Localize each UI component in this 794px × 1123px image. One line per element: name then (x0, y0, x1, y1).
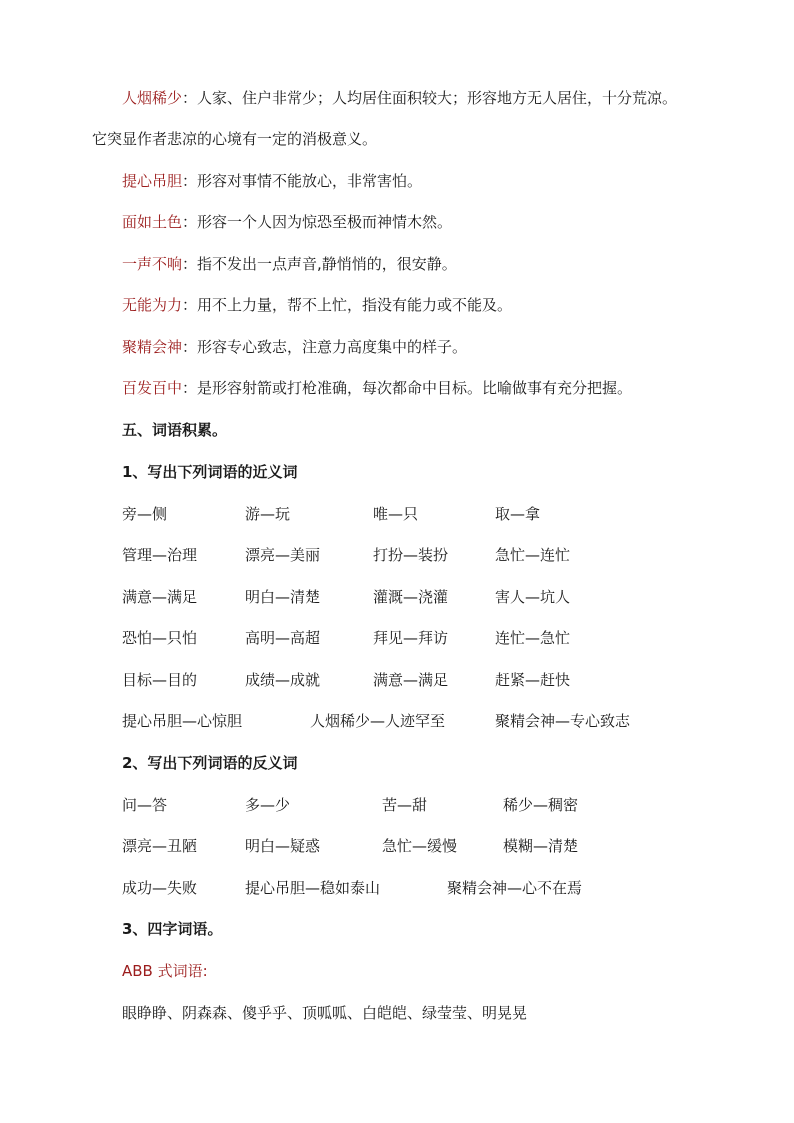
synonym-pair: 唯—只 (373, 505, 419, 523)
antonym-pair: 问—答 (122, 796, 168, 814)
synonym-pair: 取—拿 (495, 505, 541, 523)
antonym-pair: 急忙—缓慢 (382, 837, 458, 855)
antonym-pair: 稀少—稠密 (503, 796, 579, 814)
antonym-pair: 明白—疑惑 (245, 837, 321, 855)
abb-label: ABB 式词语: (122, 962, 208, 980)
antonym-pair: 多—少 (245, 796, 291, 814)
antonym-pair: 漂亮—丑陋 (122, 837, 198, 855)
definition-term: 无能为力 (122, 296, 183, 314)
definition-text: ：用不上力量，帮不上忙，指没有能力或不能及。 (182, 296, 513, 314)
definition-row (122, 253, 457, 275)
definition-text: ：人家、住户非常少；人均居住面积较大；形容地方无人居住，十分荒凉。 (182, 89, 678, 107)
definition-text: ：是形容射箭或打枪准确，每次都命中目标。比喻做事有充分把握。 (182, 379, 633, 397)
synonym-pair: 连忙—急忙 (495, 629, 571, 647)
definition-term: 聚精会神 (122, 338, 183, 356)
synonym-pair: 拜见—拜访 (373, 629, 449, 647)
definition-term: 一声不响 (122, 255, 183, 273)
definition-text: ：形容对事情不能放心，非常害怕。 (182, 172, 423, 190)
definition-term: 面如土色 (122, 213, 183, 231)
synonym-pair: 害人—坑人 (495, 588, 571, 606)
antonym-pair: 模糊—清楚 (503, 837, 579, 855)
four-char-title: 3、四字词语。 (122, 920, 223, 938)
definition-term: 百发百中 (122, 379, 183, 397)
definition-text: 它突显作者悲凉的心境有一定的消极意义。 (92, 130, 378, 148)
definition-text: ：形容一个人因为惊恐至极而神情木然。 (182, 213, 453, 231)
synonym-pair: 灌溉—浇灌 (373, 588, 449, 606)
antonym-pair: 提心吊胆—稳如泰山 (245, 879, 381, 897)
definition-row (122, 336, 467, 358)
synonym-pair: 提心吊胆—心惊胆 (122, 712, 243, 730)
synonym-pair: 目标—目的 (122, 671, 198, 689)
synonyms-title: 1、写出下列词语的近义词 (122, 463, 298, 481)
antonyms-title: 2、写出下列词语的反义词 (122, 754, 298, 772)
definition-term: 提心吊胆 (122, 172, 183, 190)
synonym-pair: 聚精会神—专心致志 (495, 712, 631, 730)
synonym-pair: 漂亮—美丽 (245, 546, 321, 564)
synonym-pair: 赶紧—赶快 (495, 671, 571, 689)
antonym-pair: 成功—失败 (122, 879, 198, 897)
synonym-pair: 人烟稀少—人迹罕至 (310, 712, 446, 730)
definition-text: ：指不发出一点声音,静悄悄的，很安静。 (182, 255, 457, 273)
synonym-pair: 游—玩 (245, 505, 291, 523)
definition-row (122, 211, 452, 233)
antonym-pair: 聚精会神—心不在焉 (447, 879, 583, 897)
section-title: 五、词语积累。 (122, 421, 228, 439)
synonym-pair: 打扮—装扮 (373, 546, 449, 564)
synonym-pair: 明白—清楚 (245, 588, 321, 606)
antonym-pair: 苦—甜 (382, 796, 428, 814)
definition-term: 人烟稀少 (122, 89, 183, 107)
synonym-pair: 满意—满足 (122, 588, 198, 606)
definition-text: ：形容专心致志，注意力高度集中的样子。 (182, 338, 468, 356)
synonym-pair: 管理—治理 (122, 546, 198, 564)
synonym-pair: 成绩—成就 (245, 671, 321, 689)
definition-continuation (92, 128, 377, 150)
definition-row (122, 170, 422, 192)
definition-row (122, 294, 512, 316)
synonym-pair: 高明—高超 (245, 629, 321, 647)
synonym-pair: 满意—满足 (373, 671, 449, 689)
definition-row (122, 87, 677, 109)
synonym-pair: 旁—侧 (122, 505, 168, 523)
definition-row (122, 377, 632, 399)
synonym-pair: 恐怕—只怕 (122, 629, 198, 647)
synonym-pair: 急忙—连忙 (495, 546, 571, 564)
abb-words: 眼睁睁、阴森森、傻乎乎、顶呱呱、白皑皑、绿莹莹、明晃晃 (122, 1004, 528, 1022)
